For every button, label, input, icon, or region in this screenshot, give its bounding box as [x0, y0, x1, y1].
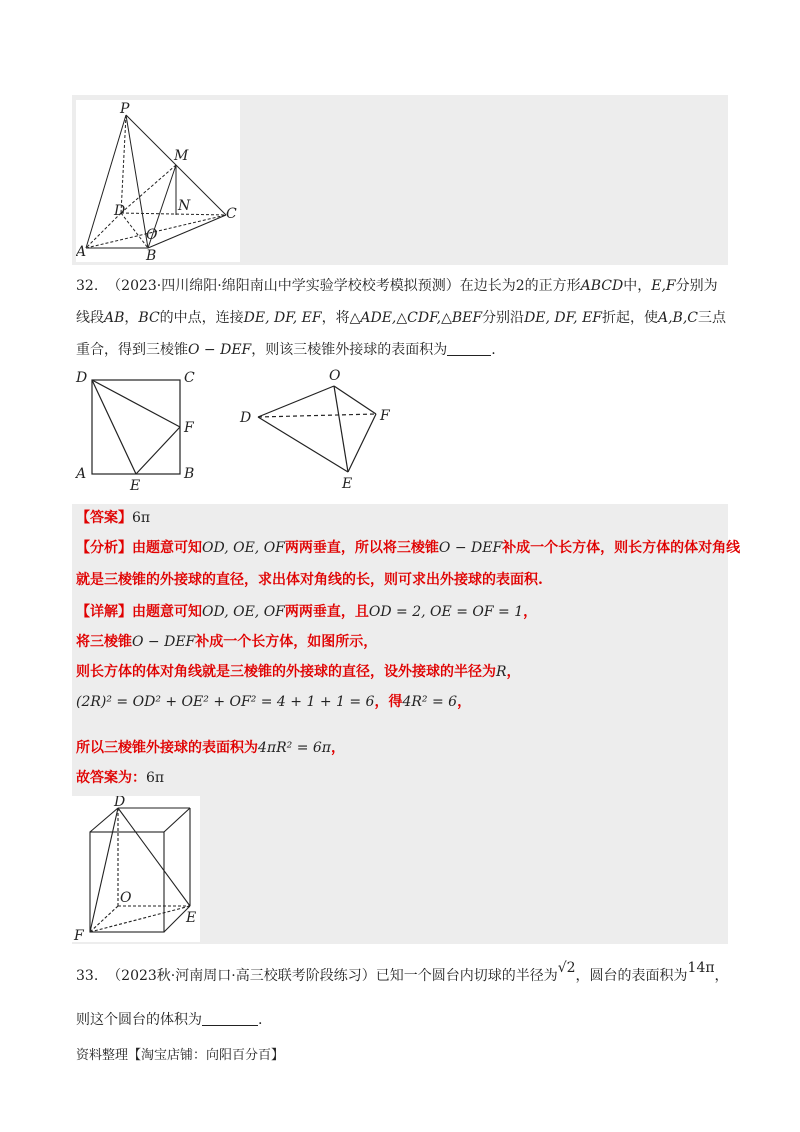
fig1-label-b: B	[146, 248, 157, 262]
pyramid-label-e: E	[342, 476, 353, 492]
box-label-f: F	[74, 928, 84, 942]
square-label-d: D	[76, 370, 88, 386]
pyramid-label-o: O	[329, 368, 341, 384]
folded-pyramid-figure	[236, 366, 406, 494]
fig1-label-c: C	[226, 206, 237, 222]
detail-line-3: 则长方体的体对角线就是三棱锥的外接球的直径，设外接球的半径为R，	[76, 664, 521, 680]
square-label-e: E	[130, 478, 141, 494]
answer-blank	[202, 1011, 258, 1026]
box-figure	[72, 796, 200, 942]
question-32-line-2: 线段AB，BC的中点，连接DE, DF, EF，将△ADE,△CDF,△BEF分别沿DE, DF, EF折起，使A,B,C三点	[76, 310, 727, 326]
answer-line	[76, 508, 150, 528]
box-label-e: E	[186, 910, 197, 926]
detail-tag: 【详解】	[76, 604, 132, 620]
fig1-label-a: A	[76, 244, 87, 260]
square-label-f: F	[184, 420, 194, 436]
question-number: 33.	[76, 968, 99, 984]
question-32-line-1: 32. （2023·四川绵阳·绵阳南山中学实验学校校考模拟预测）在边长为2的正方形ABCD中，E,F分别为	[76, 278, 718, 294]
pyramid-figure-1	[76, 100, 240, 262]
answer-tag: 【答案】	[76, 510, 132, 526]
analysis-line-1: 【分析】由题意可知OD, OE, OF两两垂直，所以将三棱锥O − DEF补成一个长方体，则长方体的体对角线	[76, 540, 741, 556]
answer-blank	[447, 341, 491, 356]
question-source: （2023秋·河南周口·高三校联考阶段练习）	[107, 968, 376, 984]
fig1-label-p: P	[120, 101, 130, 117]
detail-line-1: 【详解】由题意可知OD, OE, OF两两垂直，且OD = 2, OE = OF = 1，	[76, 604, 538, 620]
pyramid-label-d: D	[240, 410, 252, 426]
detail-line-2: 将三棱锥O − DEF补成一个长方体，如图所示，	[76, 634, 378, 650]
fig1-label-d: D	[114, 203, 126, 219]
question-number: 32.	[76, 278, 99, 294]
box-label-o: O	[120, 890, 132, 906]
fig1-label-o: O	[146, 227, 158, 243]
box-label-d: D	[114, 796, 126, 810]
detail-line-6: 故答案为：6π	[76, 770, 165, 786]
detail-line-5: 所以三棱锥外接球的表面积为4πR² = 6π，	[76, 740, 346, 756]
square-label-b: B	[184, 466, 195, 482]
fig1-label-n: N	[178, 198, 191, 214]
question-33-line-2: 则这个圆台的体积为 .	[76, 1012, 263, 1028]
fig1-label-m: M	[174, 148, 189, 164]
square-label-c: C	[184, 370, 195, 386]
page-footer: 资料整理【淘宝店铺：向阳百分百】	[76, 1048, 285, 1063]
question-32-line-3: 重合，得到三棱锥O − DEF，则该三棱锥外接球的表面积为 .	[76, 342, 496, 358]
answer-value: 6π	[132, 510, 151, 526]
analysis-tag: 【分析】	[76, 540, 132, 556]
pyramid-label-f: F	[380, 408, 390, 424]
analysis-line-2: 就是三棱锥的外接球的直径，求出体对角线的长，则可求出外接球的表面积.	[76, 572, 543, 588]
question-33-line-1: 33. （2023秋·河南周口·高三校联考阶段练习）已知一个圆台内切球的半径为√2，圆台的表面积为14π，	[76, 960, 729, 984]
question-source: （2023·四川绵阳·绵阳南山中学实验学校校考模拟预测）	[107, 278, 460, 294]
square-label-a: A	[76, 466, 87, 482]
square-figure	[72, 368, 212, 496]
detail-line-4: (2R)² = OD² + OE² + OF² = 4 + 1 + 1 = 6，得4R² = 6，	[76, 694, 472, 710]
